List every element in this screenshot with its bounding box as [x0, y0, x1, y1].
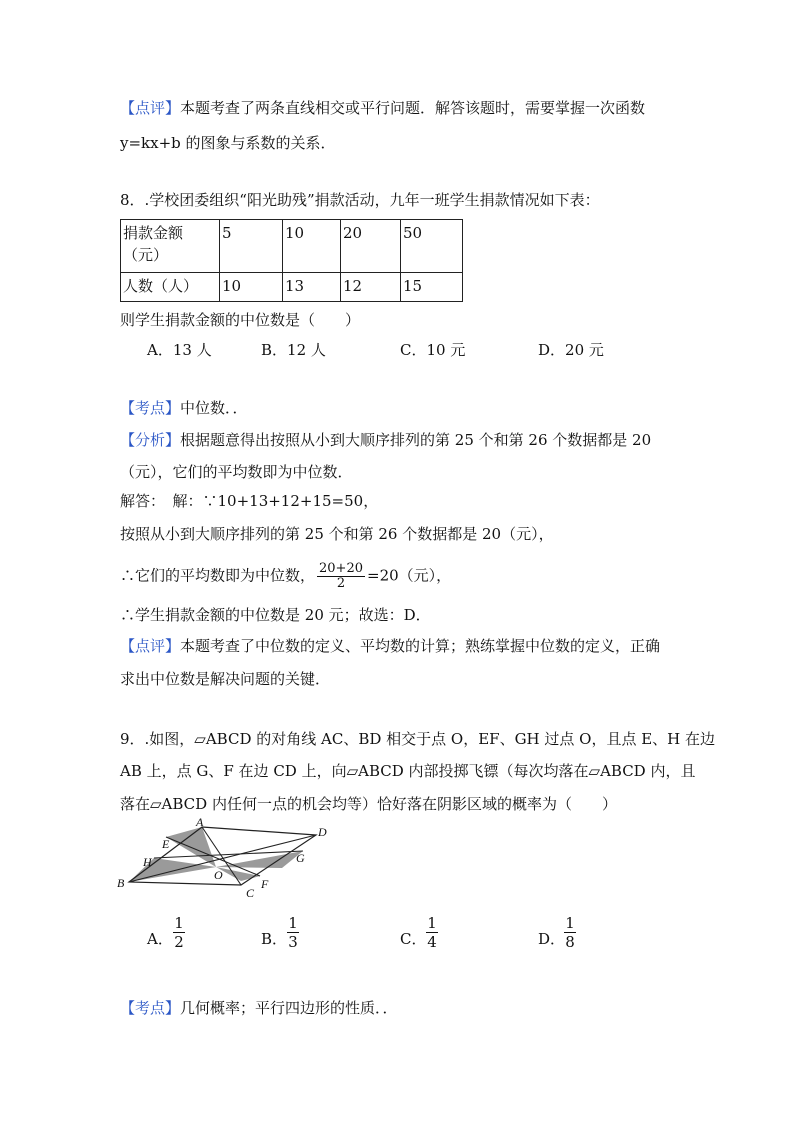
option-fraction: [173, 914, 185, 951]
fraction-numerator: 1: [427, 914, 437, 932]
label-h: H: [143, 855, 152, 869]
fraction-numerator: 1: [174, 914, 184, 932]
label-a: A: [196, 815, 204, 829]
q9-stem-3: 落在▱ABCD 内任何一点的机会均等）恰好落在阴影区域的概率为（ ）: [120, 795, 617, 813]
kaodian-tag: 【考点】: [120, 399, 181, 417]
table-cell: 50: [401, 220, 463, 273]
q8-option-b: B．12 人: [261, 341, 326, 359]
option-letter: A．: [147, 930, 173, 948]
q9-stem-2: AB 上，点 G、F 在边 CD 上，向▱ABCD 内部投掷飞镖（每次均落在▱ABCD 内，且: [120, 762, 696, 780]
option-letter: B．: [261, 930, 288, 948]
q9-stem-1: 9．.如图，▱ABCD 的对角线 AC、BD 相交于点 O，EF、GH 过点 O，且点 E、H 在边: [120, 730, 716, 748]
option-letter: C．: [400, 930, 427, 948]
q8-answer-3: [120, 562, 451, 591]
label-g: G: [296, 851, 305, 865]
kaodian-text: 几何概率；平行四边形的性质．．: [180, 999, 398, 1017]
answer-3-post: =20（元），: [367, 566, 452, 585]
q8-answer-4: ∴学生捐款金额的中位数是 20 元；故选：D．: [120, 606, 431, 624]
q8-fenxi-2: （元），它们的平均数即为中位数．: [120, 463, 353, 481]
table-cell: 15: [401, 273, 463, 302]
median-fraction: [317, 562, 365, 591]
q8-review-2: 求出中位数是解决问题的关键．: [120, 670, 331, 688]
option-letter: D．: [538, 930, 566, 948]
fraction-denominator: 3: [288, 933, 298, 951]
label-b: B: [117, 876, 125, 890]
fraction-denominator: 2: [336, 576, 346, 591]
q8-option-d: D．20 元: [538, 341, 604, 359]
review-text: 本题考查了中位数的定义、平均数的计算；熟练掌握中位数的定义，正确: [180, 637, 661, 655]
label-c: C: [246, 886, 255, 900]
option-fraction: [426, 914, 438, 951]
q8-answer-2: 按照从小到大顺序排列的第 25 个和第 26 个数据都是 20（元），: [120, 525, 554, 543]
option-fraction: [287, 914, 299, 951]
q8-stem: 8．.学校团委组织“阳光助残”捐款活动，九年一班学生捐款情况如下表：: [120, 191, 600, 209]
table-cell: 10: [220, 273, 283, 302]
donation-table: [120, 219, 463, 302]
q8-fenxi-1: [120, 430, 651, 450]
q8-question: 则学生捐款金额的中位数是（ ）: [120, 311, 361, 329]
label-d: D: [318, 825, 327, 839]
fraction-numerator: 1: [565, 914, 575, 932]
label-f: F: [261, 877, 269, 891]
table-cell: 13: [283, 273, 341, 302]
fraction-numerator: 1: [288, 914, 298, 932]
q8-kaodian: [120, 398, 248, 418]
header-amount-unit: （元）: [123, 246, 169, 264]
review-line-2: y=kx+b 的图象与系数的关系．: [120, 134, 336, 152]
table-cell: 5: [220, 220, 283, 273]
fenxi-text: 根据题意得出按照从小到大顺序排列的第 25 个和第 26 个数据都是 20: [180, 431, 652, 449]
q8-review-1: [120, 636, 660, 656]
fenxi-tag: 【分析】: [120, 431, 181, 449]
fraction-denominator: 2: [174, 933, 184, 951]
table-cell: 10: [283, 220, 341, 273]
table-row: [121, 273, 463, 302]
table-row: [121, 220, 463, 273]
table-cell: 12: [341, 273, 401, 302]
q8-answer-1: 解答： 解：∵10+13+12+15=50，: [120, 492, 379, 510]
label-e: E: [162, 837, 170, 851]
review-text: 本题考查了两条直线相交或平行问题．解答该题时，需要掌握一次函数: [180, 99, 646, 117]
header-amount-text: 捐款金额: [123, 224, 184, 242]
fraction-numerator: 20+20: [319, 561, 363, 576]
table-header-count: 人数（人）: [121, 273, 220, 302]
review-line-1: [120, 98, 645, 118]
parallelogram-figure: [110, 815, 350, 905]
kaodian-text: 中位数．．: [180, 399, 248, 417]
fraction-denominator: 4: [427, 933, 437, 951]
q9-kaodian: [120, 998, 398, 1018]
q8-option-a: A．13 人: [147, 341, 212, 359]
table-cell: 20: [341, 220, 401, 273]
table-header-amount: [121, 220, 220, 273]
option-fraction: [564, 914, 576, 951]
review-tag: 【点评】: [120, 637, 181, 655]
kaodian-tag: 【考点】: [120, 999, 181, 1017]
answer-3-pre: ∴它们的平均数即为中位数，: [120, 566, 316, 585]
review-tag: 【点评】: [120, 99, 181, 117]
label-o: O: [214, 868, 223, 882]
fraction-denominator: 8: [565, 933, 575, 951]
q8-option-c: C．10 元: [400, 341, 466, 359]
